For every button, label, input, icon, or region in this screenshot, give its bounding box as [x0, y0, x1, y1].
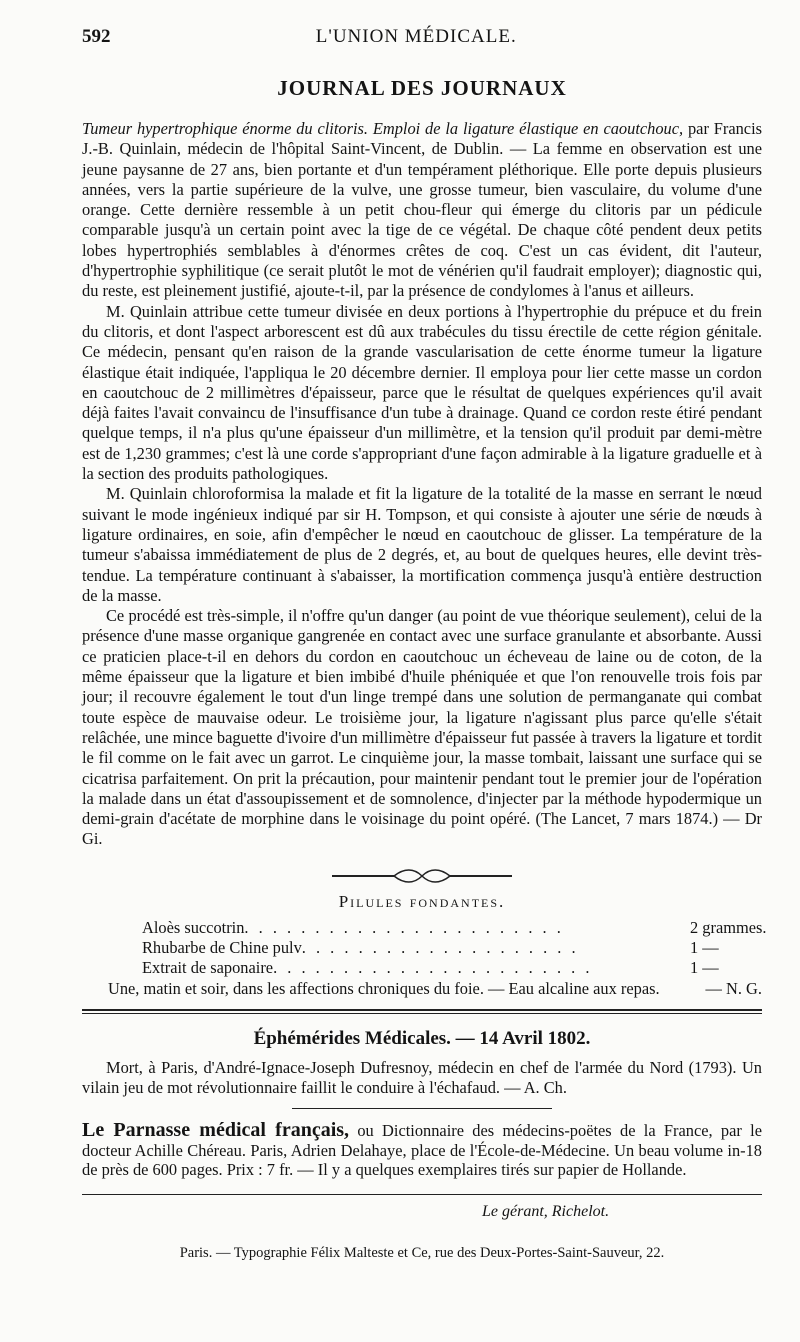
leader-dots: . . . . . . . . . . . . . . . . . . . . . . .	[273, 958, 593, 978]
leader-dots: . . . . . . . . . . . . . . . . . . . .	[301, 937, 579, 957]
article-paragraph-2: M. Quinlain attribue cette tumeur divisée en deux portions à l'hypertrophie du prépuce et du frein du clitoris, et dont l'aspect arborescent est dû aux trabécules du tissu érectile de cette région génitale. Ce médecin, pensant qu'en raison de la grande vascularisation de cette énorme tumeur la ligature élastique était indiquée, l'appliqua le 20 décembre dernier. Il employa pour lier cette masse un cordon en caoutchouc de 2 millimètres d'épaisseur, parce que le résultat de quelques expériences qu'il avait déjà faites l'avait convaincu de l'insuffisance d'un tube à drainage. Quand ce cordon reste étiré pendant quelque temps, il n'a plus qu'une épaisseur d'un millimètre, et la tension qu'il produit par demi-mètre est de 1,230 grammes; c'est là une corde s'appropriant d'une façon admirable à la ligature graduelle et à la section des produits pathologiques.	[82, 301, 762, 484]
ephemerides-text: Mort, à Paris, d'André-Ignace-Joseph Dufresnoy, médecin en chef de l'armée du Nord (1793). Un vilain jeu de mot révolutionnaire faillit le conduire à l'échafaud. — A. Ch.	[82, 1057, 762, 1098]
double-rule	[82, 1009, 762, 1014]
ingredient-name: Aloès succotrin	[142, 917, 245, 937]
leader-dots: . . . . . . . . . . . . . . . . . . . . . . .	[244, 917, 564, 937]
recipe	[82, 917, 767, 999]
book-title: Le Parnasse médical français,	[82, 1119, 350, 1142]
article-paragraph-3: M. Quinlain chloroformisa la malade et fit la ligature de la totalité de la masse en serrant le nœud suivant le mode ingénieux indiqué par sir H. Tompson, et qui consiste à ajouter une série de nœuds à ligature ordinaires, en soie, afin d'empêcher le nœud en caoutchouc de glisser. La température de la tumeur s'abaissa immédiatement de plus de 2 degrés, et, au bout de quelques heures, elle devint très-tendue. La température continuant à s'abaisser, la mortification commença jusqu'à entière destruction de la masse.	[82, 484, 762, 605]
article-paragraph-1	[82, 119, 762, 302]
ingredient-quantity: 1 —	[690, 958, 719, 978]
printer-imprint: Paris. — Typographie Félix Malteste et Ce, rue des Deux-Portes-Saint-Sauveur, 22.	[179, 1244, 665, 1261]
short-rule	[292, 1108, 552, 1109]
ornament-divider	[332, 868, 512, 884]
article-title: Tumeur hypertrophique énorme du clitoris. Emploi de la ligature élastique en caoutchouc,	[82, 119, 684, 138]
recipe-usage: Une, matin et soir, dans les affections chroniques du foie. — Eau alcaline aux repas.	[108, 978, 660, 998]
journal-title: L'UNION MÉDICALE.	[315, 26, 517, 47]
book-notice	[82, 1121, 762, 1180]
book-text: ou Dictionnaire des médecins-poëtes de la France, par le docteur Achille Chéreau. Paris, Adrien Delahaye, place de l'École-de-Médecine. Un beau volume in-18 de près de 600 pages. Prix : 7 fr. — Il y a quelques exemplaires tirés sur papier de Hollande.	[82, 1121, 762, 1180]
ingredient-quantity: 1 —	[690, 937, 719, 957]
manager-signature: Le gérant, Richelot.	[482, 1202, 610, 1220]
article-paragraph-4: Ce procédé est très-simple, il n'offre qu'un danger (au point de vue théorique seulement), celui de la présence d'une masse organique gangrenée en contact avec une surface granulante et absorbante. Aussi ce praticien place-t-il en dehors du cordon en caoutchouc un écheveau de laine ou de coton, de la même épaisseur que la ligature et bien imbibé d'huile phéniquée et que l'on renouvelle trois fois par jour; il recouvre également le tout d'un linge trempé dans une solution de permanganate qui combat toute espèce de mauvaise odeur. Le troisième jour, la ligature n'agissant plus parce qu'elle s'était relâchée, une mince baguette d'ivoire d'un millimètre d'épaisseur fut passée à travers la ligature et tordit le fil comme on le fait avec un garrot. Le cinquième jour, la masse tombait, laissant une surface qui se cicatrisa parfaitement. On prit la précaution, pour maintenir pendant tout le premier jour de l'opération la malade dans un état d'assoupissement et de somnolence, d'injecter par la méthode hypodermique un demi-grain d'acétate de morphine dans le voisinage du point opéré. (The Lancet, 7 mars 1874.) — Dr Gi.	[82, 606, 762, 849]
article	[82, 119, 762, 850]
ephemerides-title: Éphémérides Médicales. — 14 Avril 1802.	[253, 1027, 591, 1049]
running-head	[82, 26, 762, 56]
ingredient-name: Rhubarbe de Chine pulv	[142, 937, 302, 957]
recipe-title: Pilules fondantes.	[338, 891, 506, 911]
ingredient-quantity: 2 grammes.	[690, 917, 767, 937]
section-title: JOURNAL DES JOURNAUX	[277, 76, 567, 100]
ingredient-name: Extrait de saponaire	[142, 958, 274, 978]
recipe-signature: — N. G.	[705, 978, 762, 998]
page-number: 592	[82, 26, 111, 47]
ingredient-row	[142, 938, 762, 958]
article-text-1: par Francis J.-B. Quinlain, médecin de l'hôpital Saint-Vincent, de Dublin. — La femme en observation est une jeune paysanne de 27 ans, bien portante et d'un tempérament pléthorique. Elle porte depuis plusieurs années, vers la partie supérieure de la vulve, une grosse tumeur, bien vasculaire, du volume d'une orange. Cette dernière ressemble à un petit chou-fleur qui émerge du clitoris par un pédicule comparable jusqu'à un certain point avec la tige de ce végétal. De chaque côté pendent deux petits lobes hypertrophiés semblables à d'énormes crêtes de coq. C'est un cas évident, dit l'auteur, d'hypertrophie syphilitique (ce serait plutôt le mot de vénérien qu'il faudrait employer); diagnostic qui, du reste, est pleinement justifié, ajoute-t-il, par la présence de condylomes à l'anus et ailleurs.	[82, 119, 762, 301]
recipe-usage-line	[108, 979, 762, 999]
signature-line	[82, 1194, 762, 1221]
ephemerides	[82, 1058, 762, 1099]
ingredient-row	[142, 958, 762, 978]
ingredient-row	[142, 917, 767, 938]
